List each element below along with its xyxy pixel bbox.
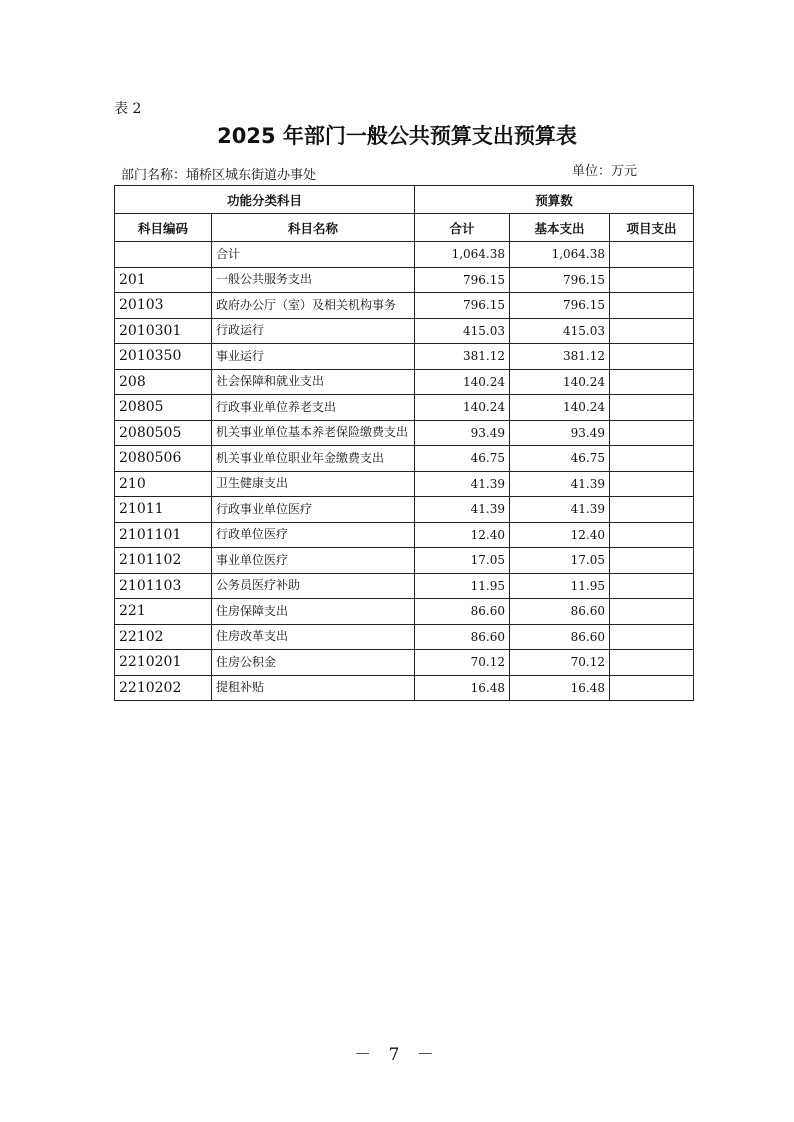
cell-code: 2210201	[115, 650, 212, 676]
table-row	[115, 522, 694, 548]
header-functional-classification: 功能分类科目	[115, 186, 415, 214]
cell-code: 221	[115, 599, 212, 625]
cell-total: 140.24	[415, 369, 510, 395]
cell-name: 行政单位医疗	[212, 522, 415, 548]
cell-basic: 140.24	[510, 395, 610, 421]
table-row	[115, 650, 694, 676]
cell-total: 16.48	[415, 675, 510, 701]
header-budget-amount: 预算数	[415, 186, 694, 214]
cell-name: 合计	[212, 242, 415, 268]
cell-basic: 12.40	[510, 522, 610, 548]
header-name: 科目名称	[212, 214, 415, 242]
cell-project	[610, 675, 694, 701]
table-row	[115, 675, 694, 701]
cell-project	[610, 293, 694, 319]
cell-project	[610, 497, 694, 523]
cell-total: 796.15	[415, 293, 510, 319]
cell-code: 2010350	[115, 344, 212, 370]
cell-code: 21011	[115, 497, 212, 523]
cell-code: 2010301	[115, 318, 212, 344]
cell-code: 22102	[115, 624, 212, 650]
cell-basic: 46.75	[510, 446, 610, 472]
cell-project	[610, 242, 694, 268]
header-total: 合计	[415, 214, 510, 242]
header-row-group	[115, 186, 694, 214]
cell-total: 1,064.38	[415, 242, 510, 268]
cell-code: 2101102	[115, 548, 212, 574]
cell-project	[610, 650, 694, 676]
cell-project	[610, 471, 694, 497]
table-row	[115, 369, 694, 395]
cell-total: 17.05	[415, 548, 510, 574]
cell-basic: 16.48	[510, 675, 610, 701]
cell-total: 12.40	[415, 522, 510, 548]
cell-name: 社会保障和就业支出	[212, 369, 415, 395]
cell-basic: 41.39	[510, 471, 610, 497]
cell-project	[610, 344, 694, 370]
table-row	[115, 548, 694, 574]
cell-name: 一般公共服务支出	[212, 267, 415, 293]
cell-project	[610, 573, 694, 599]
cell-total: 41.39	[415, 497, 510, 523]
table-row	[115, 344, 694, 370]
cell-total: 796.15	[415, 267, 510, 293]
cell-name: 机关事业单位基本养老保险缴费支出	[212, 420, 415, 446]
page-title: 2025 年部门一般公共预算支出预算表	[217, 124, 577, 148]
cell-code	[115, 242, 212, 268]
cell-basic: 86.60	[510, 599, 610, 625]
cell-name: 提租补贴	[212, 675, 415, 701]
cell-basic: 381.12	[510, 344, 610, 370]
cell-total: 93.49	[415, 420, 510, 446]
cell-name: 住房公积金	[212, 650, 415, 676]
cell-project	[610, 446, 694, 472]
cell-name: 事业运行	[212, 344, 415, 370]
header-basic: 基本支出	[510, 214, 610, 242]
cell-code: 201	[115, 267, 212, 293]
table-row	[115, 267, 694, 293]
department-name: 部门名称：埇桥区城东街道办事处	[121, 168, 317, 183]
table-row	[115, 420, 694, 446]
cell-project	[610, 369, 694, 395]
cell-total: 140.24	[415, 395, 510, 421]
header-project: 项目支出	[610, 214, 694, 242]
table-row	[115, 242, 694, 268]
cell-code: 2080506	[115, 446, 212, 472]
cell-basic: 796.15	[510, 293, 610, 319]
table-number-label: 表 2	[114, 101, 142, 117]
table-row	[115, 446, 694, 472]
cell-total: 11.95	[415, 573, 510, 599]
cell-name: 政府办公厅（室）及相关机构事务	[212, 293, 415, 319]
cell-project	[610, 267, 694, 293]
cell-project	[610, 420, 694, 446]
cell-code: 210	[115, 471, 212, 497]
cell-basic: 86.60	[510, 624, 610, 650]
cell-basic: 70.12	[510, 650, 610, 676]
cell-project	[610, 318, 694, 344]
header-code: 科目编码	[115, 214, 212, 242]
cell-basic: 93.49	[510, 420, 610, 446]
cell-code: 2210202	[115, 675, 212, 701]
cell-basic: 415.03	[510, 318, 610, 344]
cell-name: 公务员医疗补助	[212, 573, 415, 599]
cell-code: 2101101	[115, 522, 212, 548]
page-number: － 7 －	[354, 1045, 440, 1065]
cell-basic: 140.24	[510, 369, 610, 395]
cell-basic: 17.05	[510, 548, 610, 574]
cell-basic: 796.15	[510, 267, 610, 293]
cell-code: 2101103	[115, 573, 212, 599]
cell-name: 行政事业单位养老支出	[212, 395, 415, 421]
cell-code: 20805	[115, 395, 212, 421]
table-row	[115, 497, 694, 523]
table-row	[115, 471, 694, 497]
cell-basic: 41.39	[510, 497, 610, 523]
budget-table	[114, 185, 694, 701]
table-row	[115, 599, 694, 625]
cell-name: 机关事业单位职业年金缴费支出	[212, 446, 415, 472]
cell-name: 住房保障支出	[212, 599, 415, 625]
cell-total: 86.60	[415, 599, 510, 625]
cell-total: 415.03	[415, 318, 510, 344]
cell-project	[610, 548, 694, 574]
cell-name: 住房改革支出	[212, 624, 415, 650]
cell-basic: 1,064.38	[510, 242, 610, 268]
table-body	[115, 242, 694, 701]
cell-code: 208	[115, 369, 212, 395]
cell-project	[610, 624, 694, 650]
table-row	[115, 573, 694, 599]
table-row	[115, 624, 694, 650]
cell-project	[610, 599, 694, 625]
table-row	[115, 318, 694, 344]
cell-code: 20103	[115, 293, 212, 319]
cell-project	[610, 522, 694, 548]
cell-total: 70.12	[415, 650, 510, 676]
header-row-columns	[115, 214, 694, 242]
cell-name: 行政运行	[212, 318, 415, 344]
cell-total: 86.60	[415, 624, 510, 650]
cell-code: 2080505	[115, 420, 212, 446]
cell-total: 41.39	[415, 471, 510, 497]
cell-project	[610, 395, 694, 421]
table-row	[115, 395, 694, 421]
cell-total: 46.75	[415, 446, 510, 472]
cell-total: 381.12	[415, 344, 510, 370]
cell-basic: 11.95	[510, 573, 610, 599]
table-row	[115, 293, 694, 319]
unit-label: 单位：万元	[572, 164, 638, 179]
cell-name: 行政事业单位医疗	[212, 497, 415, 523]
cell-name: 事业单位医疗	[212, 548, 415, 574]
cell-name: 卫生健康支出	[212, 471, 415, 497]
